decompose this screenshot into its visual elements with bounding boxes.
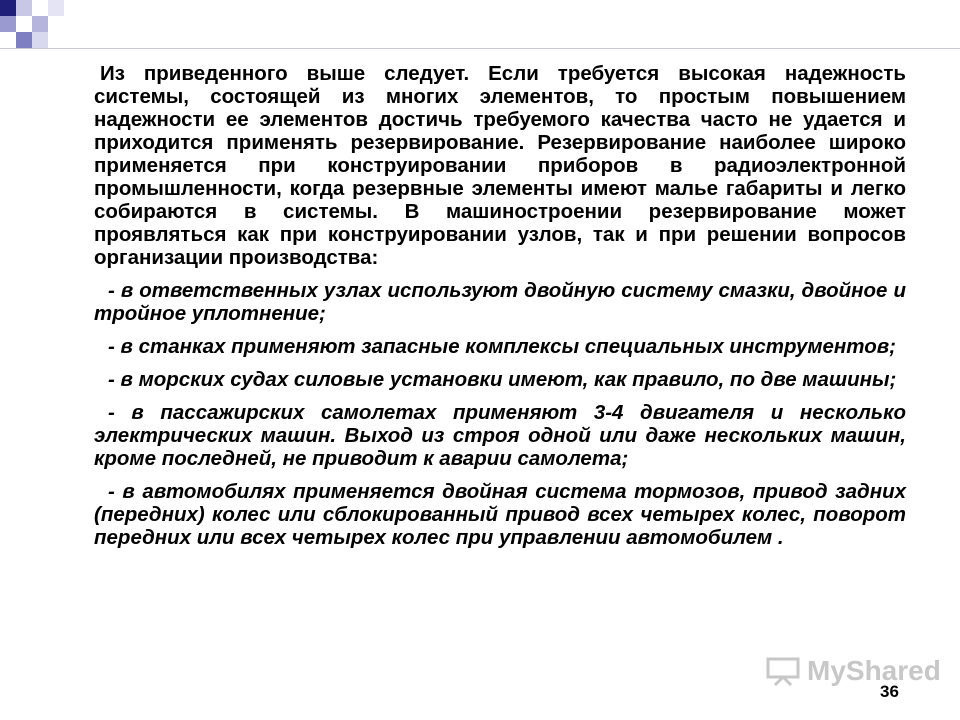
corner-decor-square (0, 16, 16, 32)
corner-decor-square (0, 0, 16, 16)
watermark (765, 655, 941, 687)
corner-decor-square (16, 32, 32, 48)
watermark-text: MyShared (807, 655, 941, 686)
corner-decor-square (16, 0, 32, 16)
list-item: - в морских судах силовые установки имеют, как правило, по две машины; (108, 368, 897, 391)
list-item: - в автомобилях применяется двойная система тормозов, привод задних (передних) колес или сблокированный привод всех четырех колес, поворот передних или всех четырех колес при управлении автомобилем . (94, 480, 906, 549)
slide-body (94, 62, 906, 559)
page-number: 36 (880, 682, 899, 701)
corner-decor-square (48, 0, 64, 16)
header-divider (0, 48, 960, 49)
corner-decor-square (32, 16, 48, 32)
intro-paragraph: Из приведенного выше следует. Если требуется высокая надежность системы, состоящей из многих элементов, то простым повышением надежности ее элементов достичь требуемого качества часто не удается и приходится применять резервирование. Резервирование наиболее широко применяется при конструировании приборов в радиоэлектронной промышленности, когда резервные элементы имеют малье габариты и легко собираются в системы. В машиностроении резервирование может проявляться как при конструировании узлов, так и при решении вопросов организации производства: (94, 62, 906, 269)
corner-decor-square (32, 32, 48, 48)
list-item: - в пассажирских самолетах применяют 3-4 двигателя и несколько электрических машин. Выход из строя одной или даже нескольких машин, кроме последней, не приводит к аварии самолета; (94, 401, 906, 470)
list-item: - в ответственных узлах используют двойную систему смазки, двойное и тройное уплотнение; (94, 279, 906, 325)
list-item: - в станках применяют запасные комплексы специальных инструментов; (108, 335, 896, 358)
corner-decor-square (16, 16, 32, 32)
presentation-board-icon (765, 656, 801, 686)
